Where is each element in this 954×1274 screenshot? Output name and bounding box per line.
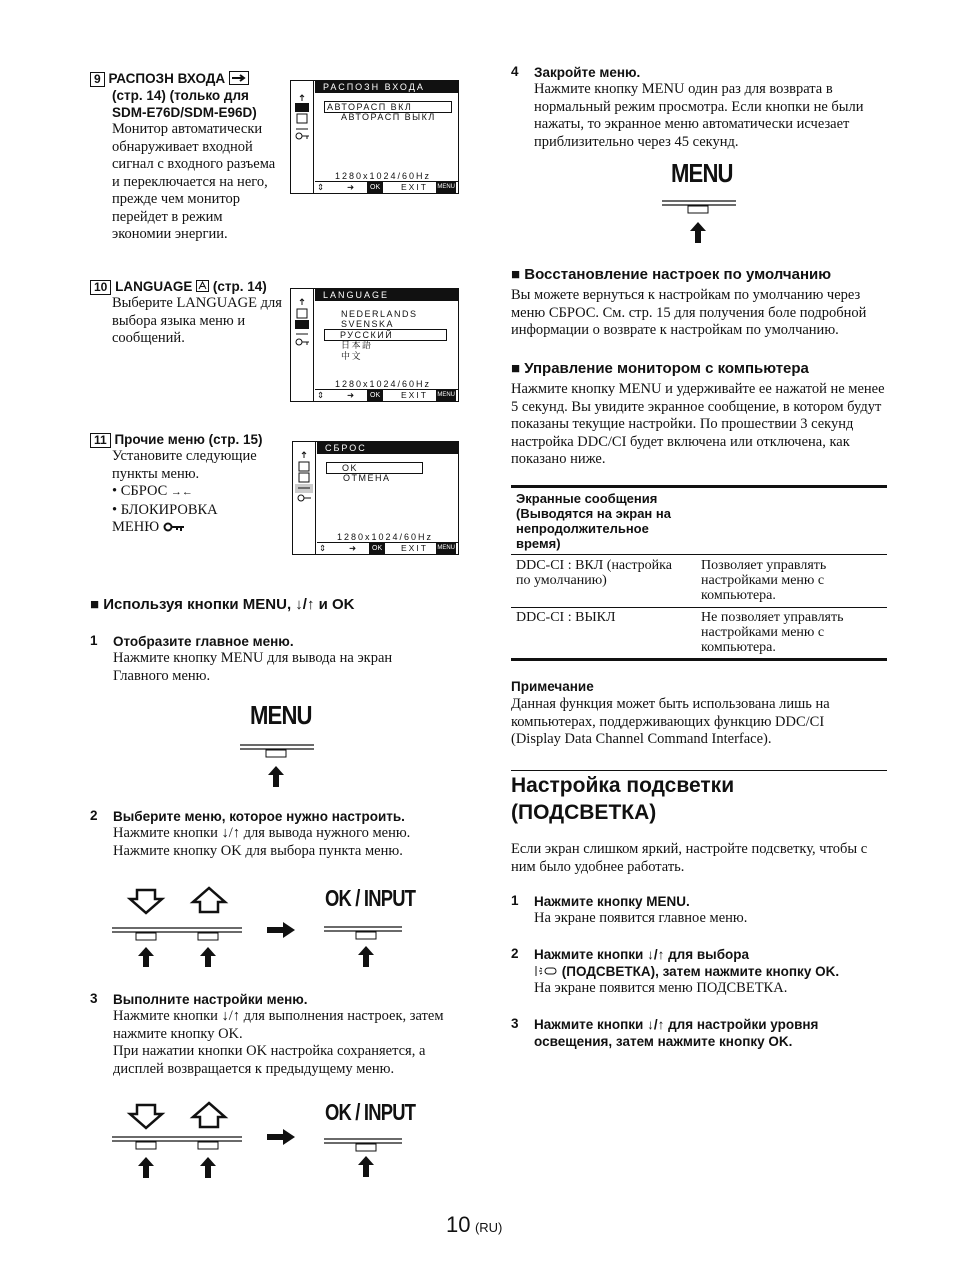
osd-menu-icons: [293, 442, 316, 554]
osd-bottom-bar: ⇕ ➜ OK EXIT MENU: [315, 181, 458, 193]
backlight-step-2: [511, 946, 891, 998]
table-row-1-col-2: Позволяет управлять настройками меню с компьютера.: [701, 558, 827, 603]
ok-input-label: OK / INPUT: [325, 885, 416, 911]
step-3-body-1: Нажмите кнопки ↓/↑ для выполнения настроек, затем нажмите кнопку OK.: [113, 1008, 444, 1042]
ok-input-label-2: OK / INPUT: [325, 1099, 416, 1125]
backlight-intro: Если экран слишком яркий, настройте подсветку, чтобы с ним было удобнее работать.: [511, 841, 868, 875]
menu-button-label: MENU: [250, 700, 312, 730]
osd-bottom-bar: ⇕ ➜ OK EXIT MENU: [315, 389, 458, 401]
backlight-title: Настройка подсветки (ПОДСВЕТКА): [511, 774, 735, 824]
step-1: [90, 633, 450, 685]
page-number: 10: [446, 1212, 471, 1237]
step-1-number: 1: [90, 633, 98, 648]
osd-lang-zh: 中文: [341, 351, 363, 361]
using-buttons-heading: ■ Используя кнопки MENU, ↓/↑ и OK: [90, 596, 355, 613]
page-lang: (RU): [474, 1220, 503, 1235]
osd-resolution: 1280x1024/60Hz: [337, 532, 434, 542]
item-10-number: 10: [90, 280, 111, 295]
item-9-title: РАСПОЗН ВХОДА: [108, 71, 226, 86]
step-2-number: 2: [90, 808, 98, 823]
backlight-step-3-number: 3: [511, 1016, 519, 1031]
step-4-number: 4: [511, 64, 519, 79]
input-sensing-icon: [229, 71, 249, 85]
menu-button-diagram-2: [660, 198, 740, 246]
arrow-buttons-diagram-1: [110, 885, 250, 970]
key-icon: [163, 522, 185, 532]
step-1-body: Нажмите кнопку MENU для вывода на экран Главного меню.: [113, 650, 393, 684]
item-9: [90, 70, 280, 244]
down-arrow-icon: [130, 890, 162, 913]
pc-control-body: Нажмите кнопку MENU и удерживайте ее нажатой не менее 5 секунд. Вы увидите экранное сообщение, в котором будут показаны текущие настройки. По прошествии 3 секунд настройка DDC/CI будет включена или отключена, как показано ниже.: [511, 381, 885, 467]
step-4-body: Нажмите кнопку MENU один раз для возврата в нормальный режим просмотра. Если кнопки не были нажаты, то экранное меню автоматически исчезает приблизительно через 45 секунд.: [534, 81, 864, 150]
step-3: [90, 991, 460, 1078]
osd-lang-ja: 日本語: [341, 340, 373, 350]
bullet-lock-label: БЛОКИРОВКА МЕНЮ: [112, 501, 218, 535]
note-body: Данная функция может быть использована лишь на компьютерах, поддерживающих функцию DDC/CI (Display Data Channel Command Interface).: [511, 696, 830, 747]
reset-icon: →←: [170, 486, 193, 498]
reset-heading: ■ Восстановление настроек по умолчанию: [511, 266, 832, 283]
up-arrow-icon: [193, 888, 225, 912]
right-arrow-icon: [265, 1127, 297, 1147]
down-arrow-icon: [130, 1105, 162, 1128]
osd-title: LANGUAGE: [315, 289, 458, 301]
osd-menu-tag: MENU: [436, 390, 456, 401]
osd-menu-icons: [291, 81, 314, 193]
osd-lang-ru: РУССКИЙ: [324, 329, 447, 341]
reset-heading-text: Восстановление настроек по умолчанию: [524, 266, 832, 283]
backlight-step-2-body: На экране появится меню ПОДСВЕТКА.: [534, 980, 788, 996]
osd-title: РАСПОЗН ВХОДА: [315, 81, 458, 93]
item-9-body: Монитор автоматически обнаруживает входной сигнал с входного разъема и переключается на него, прежде чем монитор перейдет в режим экономии энергии.: [112, 121, 276, 242]
table-bottom-rule: [511, 658, 887, 661]
backlight-step-3: [511, 1016, 891, 1050]
osd-resolution: 1280x1024/60Hz: [335, 379, 432, 389]
ok-button-diagram-2: [322, 1134, 407, 1182]
menu-button-diagram: [238, 742, 318, 790]
osd-ok-button: OK: [369, 543, 385, 554]
arrow-buttons-diagram-2: [110, 1100, 250, 1185]
osd-ok-button: OK: [367, 182, 383, 193]
bullet-reset-label: СБРОС: [120, 483, 168, 499]
osd-bottom-bar: ⇕ ➜ OK EXIT MENU: [317, 542, 458, 554]
osd-ok-button: OK: [367, 390, 383, 401]
step-4-close: [511, 64, 891, 151]
item-11-number: 11: [90, 433, 111, 448]
osd-option-auto-on: АВТОРАСП ВКЛ: [324, 101, 452, 113]
step-1-title: Отобразите главное меню.: [113, 634, 294, 649]
step-4-title: Закройте меню.: [534, 65, 641, 80]
item-9-heading: [90, 70, 280, 87]
item-10: [90, 278, 285, 348]
item-11-body: Установите следующие пункты меню.: [112, 448, 257, 482]
item-11: [90, 431, 285, 537]
reset-body: Вы можете вернуться к настройкам по умолчанию через меню СБРОС. См. стр. 15 для получения боле подробной информации о возврате к настройкам по умолчанию.: [511, 287, 867, 338]
backlight-step-3-title: Нажмите кнопки ↓/↑ для настройки уровня освещения, затем нажмите кнопку OK.: [534, 1017, 819, 1049]
step-3-title: Выполните настройки меню.: [113, 992, 308, 1007]
osd-option-auto-off: АВТОРАСП ВЫКЛ: [341, 112, 436, 122]
backlight-step-1-body: На экране появится главное меню.: [534, 910, 748, 926]
osd-option-ok: OK: [326, 462, 423, 474]
table-header: Экранные сообщения (Выводятся на экран на непродолжительное время): [516, 491, 671, 551]
osd-input-sensing: [290, 80, 459, 194]
item-10-page-ref: (стр. 14): [212, 279, 267, 294]
table-row-2-col-2: Не позволяет управлять настройками меню с компьютера.: [701, 610, 844, 655]
item-9-number: 9: [90, 72, 105, 87]
note-title: Примечание: [511, 679, 594, 694]
backlight-step-2-number: 2: [511, 946, 519, 961]
osd-option-cancel: ОТМЕНА: [343, 473, 391, 483]
language-icon: [196, 280, 209, 292]
item-11-bullet-reset: • СБРОС →←: [112, 483, 193, 499]
step-3-body-2: При нажатии кнопки OK настройка сохраняется, а дисплей возвращается к предыдущему меню.: [113, 1043, 426, 1077]
osd-lang-sv: SVENSKA: [341, 319, 395, 329]
osd-title: СБРОС: [317, 442, 458, 454]
table-header-rule: [511, 554, 887, 555]
item-9-subtitle: (стр. 14) (только для SDM-E76D/SDM-E96D): [112, 88, 257, 120]
table-top-rule: [511, 485, 887, 488]
item-11-bullet-lock: • БЛОКИРОВКА МЕНЮ: [112, 501, 218, 535]
osd-exit: EXIT: [401, 182, 428, 192]
item-11-heading: [90, 431, 285, 448]
page-footer: [446, 1212, 502, 1238]
up-arrow-icon: [193, 1103, 225, 1127]
backlight-step-1-number: 1: [511, 893, 519, 908]
table-row-1-col-1: DDC-CI : ВКЛ (настройка по умолчанию): [516, 558, 672, 588]
step-2-body: Нажмите кнопки ↓/↑ для вывода нужного меню. Нажмите кнопку OK для выбора пункта меню.: [113, 825, 411, 859]
item-10-heading: [90, 278, 285, 295]
up-arrow-icon: [268, 766, 284, 787]
osd-exit: EXIT: [401, 390, 428, 400]
osd-lang-nl: NEDERLANDS: [341, 309, 418, 319]
pc-control-heading: ■ Управление монитором с компьютера: [511, 360, 809, 377]
osd-language: [290, 288, 459, 402]
pc-control-heading-text: Управление монитором с компьютера: [524, 360, 809, 377]
table-row-rule: [511, 607, 887, 608]
osd-resolution: 1280x1024/60Hz: [335, 171, 432, 181]
osd-menu-icons: [291, 289, 314, 401]
backlight-step-2-title-b-line: [534, 963, 891, 980]
osd-reset: [292, 441, 459, 555]
backlight-step-2-title-a: Нажмите кнопки ↓/↑ для выбора: [534, 947, 750, 962]
step-2: [90, 808, 460, 860]
osd-menu-tag: MENU: [436, 543, 456, 554]
item-11-title: Прочие меню (стр. 15): [114, 432, 263, 447]
backlight-icon: [534, 965, 558, 977]
step-3-number: 3: [90, 991, 98, 1006]
table-row-2-col-1: DDC-CI : ВЫКЛ: [516, 610, 616, 625]
ok-button-diagram: [322, 922, 407, 970]
right-arrow-icon: [265, 920, 297, 940]
backlight-step-2-title-b: (ПОДСВЕТКА), затем нажмите кнопку OK.: [561, 964, 840, 979]
backlight-step-1: [511, 893, 891, 928]
step-2-title: Выберите меню, которое нужно настроить.: [113, 809, 405, 824]
up-arrow-icon: [690, 222, 706, 243]
item-10-title: LANGUAGE: [115, 279, 193, 294]
item-10-body: Выберите LANGUAGE для выбора языка меню и сообщений.: [112, 295, 282, 346]
osd-exit: EXIT: [401, 543, 428, 553]
menu-button-label-2: MENU: [671, 158, 733, 188]
using-buttons-heading-text: Используя кнопки MENU, ↓/↑ и OK: [103, 596, 355, 613]
section-rule: [511, 770, 887, 771]
osd-menu-tag: MENU: [436, 182, 456, 193]
backlight-step-1-title: Нажмите кнопку MENU.: [534, 894, 690, 909]
